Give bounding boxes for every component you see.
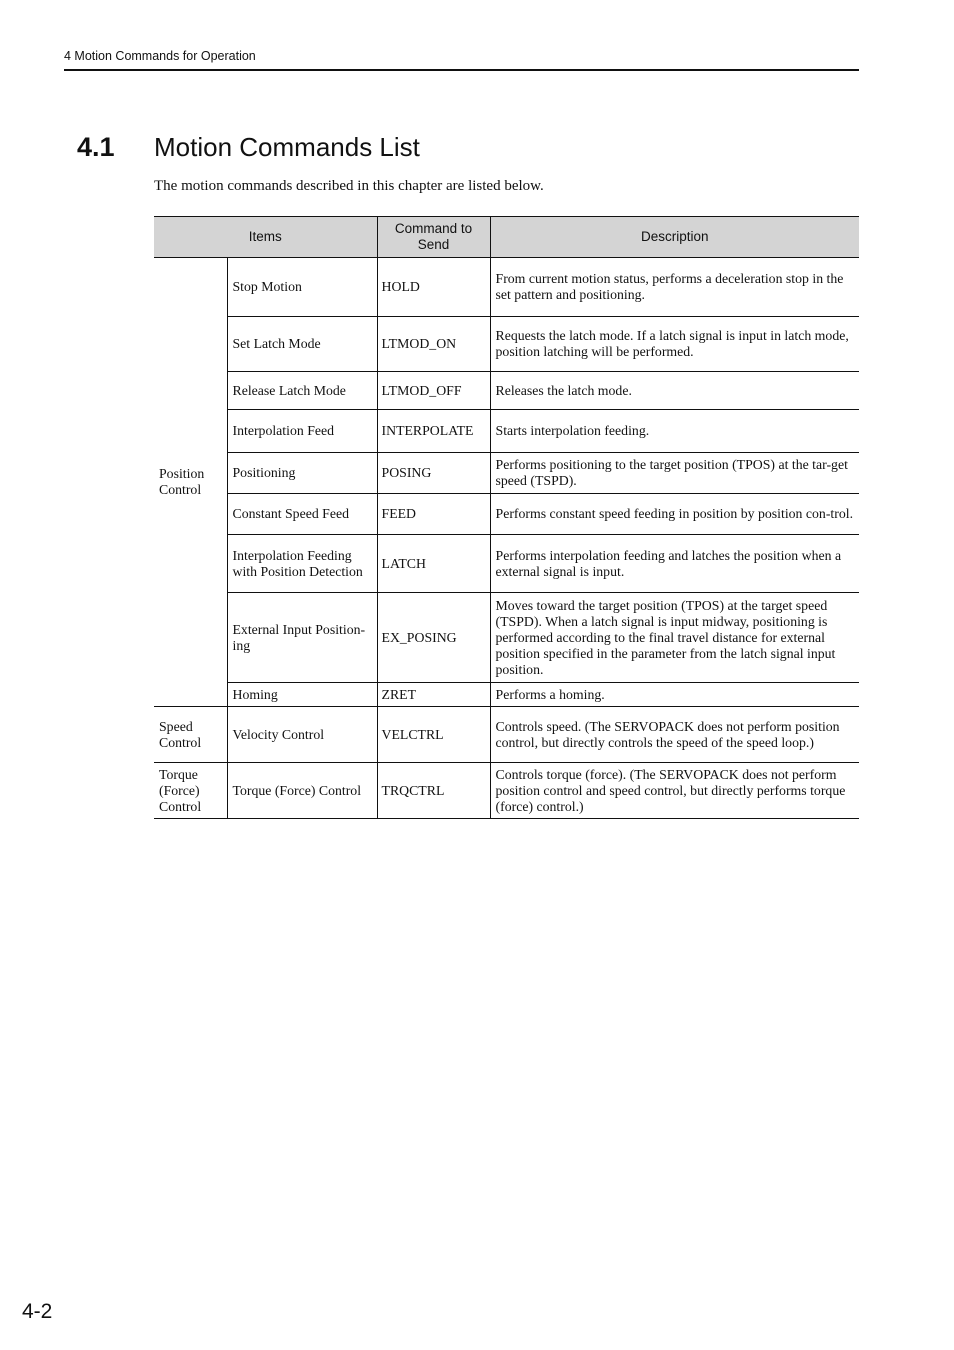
item-cell: Release Latch Mode bbox=[227, 372, 377, 410]
item-cell: Positioning bbox=[227, 453, 377, 494]
description-cell: Controls speed. (The SERVOPACK does not perform position control, but directly controls the speed of the speed loop.) bbox=[490, 707, 859, 763]
column-header-items: Items bbox=[154, 217, 377, 258]
item-cell: Homing bbox=[227, 683, 377, 707]
table-row bbox=[154, 453, 859, 494]
group-label-position-control: Position Control bbox=[154, 258, 227, 707]
description-cell: Starts interpolation feeding. bbox=[490, 410, 859, 453]
command-cell: EX_POSING bbox=[377, 593, 490, 683]
command-cell: FEED bbox=[377, 494, 490, 535]
page-number: 4-2 bbox=[22, 1300, 53, 1323]
motion-commands-table bbox=[154, 216, 859, 819]
command-cell: POSING bbox=[377, 453, 490, 494]
item-cell: Constant Speed Feed bbox=[227, 494, 377, 535]
table-row bbox=[154, 683, 859, 707]
table-row bbox=[154, 535, 859, 593]
section-number: 4.1 bbox=[77, 132, 115, 162]
table-row bbox=[154, 317, 859, 372]
description-cell: Performs positioning to the target position (TPOS) at the tar-get speed (TSPD). bbox=[490, 453, 859, 494]
table-row bbox=[154, 258, 859, 317]
description-cell: Controls torque (force). (The SERVOPACK does not perform position control and speed control, but directly performs torque (force) control.) bbox=[490, 763, 859, 819]
table-row bbox=[154, 763, 859, 819]
group-label-torque-control: Torque (Force) Control bbox=[154, 763, 227, 819]
description-cell: Performs a homing. bbox=[490, 683, 859, 707]
command-cell: VELCTRL bbox=[377, 707, 490, 763]
group-label-speed-control: Speed Control bbox=[154, 707, 227, 763]
item-cell: Interpolation Feeding with Position Detection bbox=[227, 535, 377, 593]
command-cell: LTMOD_ON bbox=[377, 317, 490, 372]
description-cell: Moves toward the target position (TPOS) at the target speed (TSPD). When a latch signal is input midway, positioning is performed according to the final travel distance for external position specified in the parameter from the latch signal input position. bbox=[490, 593, 859, 683]
description-cell: Requests the latch mode. If a latch signal is input in latch mode, position latching will be performed. bbox=[490, 317, 859, 372]
command-cell: HOLD bbox=[377, 258, 490, 317]
header-rule bbox=[64, 69, 859, 71]
item-cell: Interpolation Feed bbox=[227, 410, 377, 453]
command-cell: INTERPOLATE bbox=[377, 410, 490, 453]
item-cell: External Input Position-ing bbox=[227, 593, 377, 683]
item-cell: Velocity Control bbox=[227, 707, 377, 763]
table-row bbox=[154, 593, 859, 683]
section-title: Motion Commands List bbox=[154, 132, 420, 162]
column-header-command: Command to Send bbox=[377, 217, 490, 258]
running-header: 4 Motion Commands for Operation bbox=[64, 49, 256, 63]
command-cell: TRQCTRL bbox=[377, 763, 490, 819]
description-cell: Releases the latch mode. bbox=[490, 372, 859, 410]
description-cell: Performs interpolation feeding and latches the position when a external signal is input. bbox=[490, 535, 859, 593]
description-cell: Performs constant speed feeding in position by position con-trol. bbox=[490, 494, 859, 535]
command-cell: LATCH bbox=[377, 535, 490, 593]
table-row bbox=[154, 707, 859, 763]
table-row bbox=[154, 372, 859, 410]
table-header-row bbox=[154, 217, 859, 258]
intro-text: The motion commands described in this chapter are listed below. bbox=[154, 178, 544, 194]
item-cell: Set Latch Mode bbox=[227, 317, 377, 372]
command-cell: LTMOD_OFF bbox=[377, 372, 490, 410]
table-row bbox=[154, 494, 859, 535]
command-cell: ZRET bbox=[377, 683, 490, 707]
item-cell: Torque (Force) Control bbox=[227, 763, 377, 819]
table-row bbox=[154, 410, 859, 453]
column-header-description: Description bbox=[490, 217, 859, 258]
item-cell: Stop Motion bbox=[227, 258, 377, 317]
description-cell: From current motion status, performs a deceleration stop in the set pattern and positioning. bbox=[490, 258, 859, 317]
